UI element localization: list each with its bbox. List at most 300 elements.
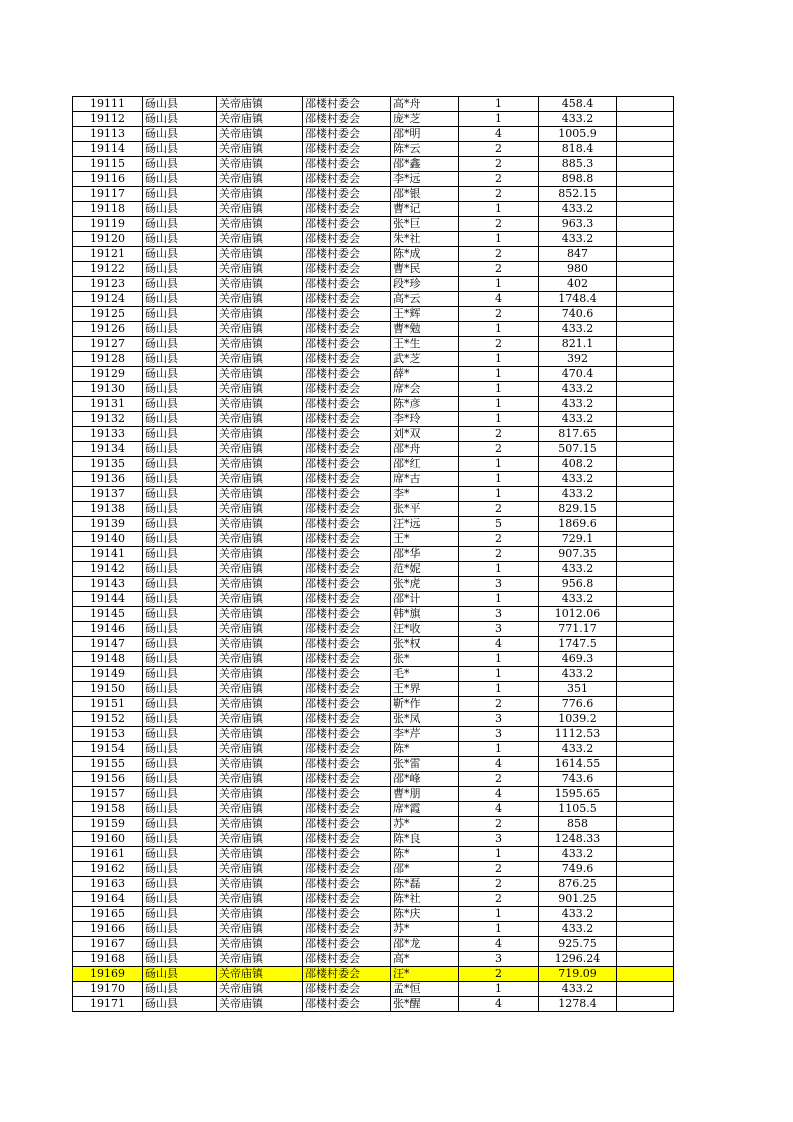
town-cell: 关帝庙镇 (217, 397, 303, 412)
name-cell: 邵*红 (391, 457, 459, 472)
table-row (73, 202, 674, 217)
row-id-cell: 19161 (73, 847, 143, 862)
village-cell: 邵楼村委会 (303, 337, 391, 352)
row-id-cell: 19113 (73, 127, 143, 142)
village-cell: 邵楼村委会 (303, 622, 391, 637)
table-row (73, 937, 674, 952)
town-cell: 关帝庙镇 (217, 247, 303, 262)
row-id-cell: 19159 (73, 817, 143, 832)
row-id-cell: 19137 (73, 487, 143, 502)
row-id-cell: 19127 (73, 337, 143, 352)
county-cell: 砀山县 (143, 307, 217, 322)
row-id-cell: 19167 (73, 937, 143, 952)
village-cell: 邵楼村委会 (303, 742, 391, 757)
table-row (73, 112, 674, 127)
count-cell: 2 (459, 967, 539, 982)
town-cell: 关帝庙镇 (217, 172, 303, 187)
table-row (73, 337, 674, 352)
town-cell: 关帝庙镇 (217, 487, 303, 502)
note-cell (617, 727, 674, 742)
amount-cell: 901.25 (539, 892, 617, 907)
amount-cell: 402 (539, 277, 617, 292)
table-row (73, 682, 674, 697)
note-cell (617, 112, 674, 127)
amount-cell: 858 (539, 817, 617, 832)
county-cell: 砀山县 (143, 382, 217, 397)
village-cell: 邵楼村委会 (303, 517, 391, 532)
count-cell: 1 (459, 982, 539, 997)
name-cell: 段*珍 (391, 277, 459, 292)
note-cell (617, 292, 674, 307)
town-cell: 关帝庙镇 (217, 202, 303, 217)
amount-cell: 847 (539, 247, 617, 262)
row-id-cell: 19131 (73, 397, 143, 412)
note-cell (617, 742, 674, 757)
amount-cell: 433.2 (539, 847, 617, 862)
town-cell: 关帝庙镇 (217, 667, 303, 682)
count-cell: 2 (459, 217, 539, 232)
village-cell: 邵楼村委会 (303, 427, 391, 442)
town-cell: 关帝庙镇 (217, 142, 303, 157)
town-cell: 关帝庙镇 (217, 412, 303, 427)
name-cell: 王*界 (391, 682, 459, 697)
town-cell: 关帝庙镇 (217, 457, 303, 472)
amount-cell: 1748.4 (539, 292, 617, 307)
data-table (72, 96, 674, 1012)
row-id-cell: 19156 (73, 772, 143, 787)
amount-cell: 1005.9 (539, 127, 617, 142)
note-cell (617, 877, 674, 892)
note-cell (617, 802, 674, 817)
name-cell: 刘*双 (391, 427, 459, 442)
county-cell: 砀山县 (143, 577, 217, 592)
table-row (73, 922, 674, 937)
amount-cell: 719.09 (539, 967, 617, 982)
county-cell: 砀山县 (143, 172, 217, 187)
table-row (73, 382, 674, 397)
name-cell: 高*云 (391, 292, 459, 307)
note-cell (617, 127, 674, 142)
name-cell: 邵*峰 (391, 772, 459, 787)
name-cell: 朱*社 (391, 232, 459, 247)
table-row (73, 127, 674, 142)
amount-cell: 885.3 (539, 157, 617, 172)
row-id-cell: 19120 (73, 232, 143, 247)
amount-cell: 980 (539, 262, 617, 277)
name-cell: 陈*云 (391, 142, 459, 157)
county-cell: 砀山县 (143, 802, 217, 817)
village-cell: 邵楼村委会 (303, 202, 391, 217)
town-cell: 关帝庙镇 (217, 937, 303, 952)
name-cell: 张*巨 (391, 217, 459, 232)
note-cell (617, 667, 674, 682)
village-cell: 邵楼村委会 (303, 817, 391, 832)
village-cell: 邵楼村委会 (303, 262, 391, 277)
amount-cell: 351 (539, 682, 617, 697)
town-cell: 关帝庙镇 (217, 472, 303, 487)
table-row (73, 502, 674, 517)
village-cell: 邵楼村委会 (303, 142, 391, 157)
amount-cell: 829.15 (539, 502, 617, 517)
name-cell: 汪* (391, 967, 459, 982)
county-cell: 砀山县 (143, 322, 217, 337)
count-cell: 1 (459, 652, 539, 667)
county-cell: 砀山县 (143, 472, 217, 487)
table-row (73, 772, 674, 787)
note-cell (617, 397, 674, 412)
name-cell: 庞*芝 (391, 112, 459, 127)
note-cell (617, 217, 674, 232)
county-cell: 砀山县 (143, 892, 217, 907)
county-cell: 砀山县 (143, 727, 217, 742)
table-body (73, 97, 674, 1012)
village-cell: 邵楼村委会 (303, 757, 391, 772)
town-cell: 关帝庙镇 (217, 97, 303, 112)
amount-cell: 433.2 (539, 982, 617, 997)
county-cell: 砀山县 (143, 487, 217, 502)
table-row (73, 877, 674, 892)
note-cell (617, 562, 674, 577)
county-cell: 砀山县 (143, 562, 217, 577)
count-cell: 2 (459, 307, 539, 322)
count-cell: 3 (459, 832, 539, 847)
village-cell: 邵楼村委会 (303, 877, 391, 892)
table-row (73, 712, 674, 727)
amount-cell: 1595.65 (539, 787, 617, 802)
count-cell: 4 (459, 802, 539, 817)
county-cell: 砀山县 (143, 877, 217, 892)
town-cell: 关帝庙镇 (217, 517, 303, 532)
name-cell: 高*舟 (391, 97, 459, 112)
row-id-cell: 19123 (73, 277, 143, 292)
amount-cell: 1747.5 (539, 637, 617, 652)
town-cell: 关帝庙镇 (217, 877, 303, 892)
name-cell: 邵*龙 (391, 937, 459, 952)
county-cell: 砀山县 (143, 697, 217, 712)
row-id-cell: 19155 (73, 757, 143, 772)
county-cell: 砀山县 (143, 202, 217, 217)
table-row (73, 517, 674, 532)
row-id-cell: 19145 (73, 607, 143, 622)
table-row (73, 952, 674, 967)
table-row (73, 697, 674, 712)
row-id-cell: 19112 (73, 112, 143, 127)
amount-cell: 470.4 (539, 367, 617, 382)
amount-cell: 821.1 (539, 337, 617, 352)
amount-cell: 433.2 (539, 592, 617, 607)
count-cell: 1 (459, 277, 539, 292)
table-row (73, 847, 674, 862)
table-row (73, 472, 674, 487)
amount-cell: 433.2 (539, 412, 617, 427)
county-cell: 砀山县 (143, 742, 217, 757)
note-cell (617, 787, 674, 802)
row-id-cell: 19129 (73, 367, 143, 382)
table-row (73, 322, 674, 337)
county-cell: 砀山县 (143, 127, 217, 142)
village-cell: 邵楼村委会 (303, 682, 391, 697)
table-row (73, 262, 674, 277)
village-cell: 邵楼村委会 (303, 907, 391, 922)
county-cell: 砀山县 (143, 397, 217, 412)
note-cell (617, 247, 674, 262)
table-row (73, 787, 674, 802)
village-cell: 邵楼村委会 (303, 307, 391, 322)
village-cell: 邵楼村委会 (303, 727, 391, 742)
note-cell (617, 427, 674, 442)
note-cell (617, 697, 674, 712)
table-row (73, 292, 674, 307)
amount-cell: 1012.06 (539, 607, 617, 622)
town-cell: 关帝庙镇 (217, 232, 303, 247)
amount-cell: 433.2 (539, 322, 617, 337)
name-cell: 武*芝 (391, 352, 459, 367)
town-cell: 关帝庙镇 (217, 772, 303, 787)
town-cell: 关帝庙镇 (217, 547, 303, 562)
village-cell: 邵楼村委会 (303, 472, 391, 487)
name-cell: 靳*作 (391, 697, 459, 712)
village-cell: 邵楼村委会 (303, 187, 391, 202)
table-row (73, 577, 674, 592)
county-cell: 砀山县 (143, 112, 217, 127)
town-cell: 关帝庙镇 (217, 652, 303, 667)
note-cell (617, 682, 674, 697)
row-id-cell: 19153 (73, 727, 143, 742)
row-id-cell: 19111 (73, 97, 143, 112)
count-cell: 2 (459, 442, 539, 457)
note-cell (617, 847, 674, 862)
count-cell: 3 (459, 952, 539, 967)
county-cell: 砀山县 (143, 757, 217, 772)
amount-cell: 956.8 (539, 577, 617, 592)
count-cell: 1 (459, 382, 539, 397)
name-cell: 邵*舟 (391, 442, 459, 457)
table-row (73, 217, 674, 232)
county-cell: 砀山县 (143, 277, 217, 292)
town-cell: 关帝庙镇 (217, 967, 303, 982)
row-id-cell: 19121 (73, 247, 143, 262)
town-cell: 关帝庙镇 (217, 562, 303, 577)
town-cell: 关帝庙镇 (217, 187, 303, 202)
count-cell: 1 (459, 562, 539, 577)
note-cell (617, 622, 674, 637)
amount-cell: 433.2 (539, 562, 617, 577)
amount-cell: 433.2 (539, 472, 617, 487)
table-row (73, 547, 674, 562)
village-cell: 邵楼村委会 (303, 652, 391, 667)
note-cell (617, 907, 674, 922)
note-cell (617, 352, 674, 367)
name-cell: 范*妮 (391, 562, 459, 577)
note-cell (617, 487, 674, 502)
count-cell: 2 (459, 337, 539, 352)
count-cell: 4 (459, 937, 539, 952)
table-row (73, 232, 674, 247)
row-id-cell: 19144 (73, 592, 143, 607)
row-id-cell: 19151 (73, 697, 143, 712)
count-cell: 2 (459, 142, 539, 157)
row-id-cell: 19170 (73, 982, 143, 997)
village-cell: 邵楼村委会 (303, 127, 391, 142)
town-cell: 关帝庙镇 (217, 292, 303, 307)
village-cell: 邵楼村委会 (303, 787, 391, 802)
count-cell: 1 (459, 97, 539, 112)
count-cell: 1 (459, 907, 539, 922)
amount-cell: 433.2 (539, 202, 617, 217)
name-cell: 孟*恒 (391, 982, 459, 997)
amount-cell: 1278.4 (539, 997, 617, 1012)
note-cell (617, 262, 674, 277)
count-cell: 2 (459, 547, 539, 562)
town-cell: 关帝庙镇 (217, 787, 303, 802)
count-cell: 2 (459, 862, 539, 877)
name-cell: 王* (391, 532, 459, 547)
town-cell: 关帝庙镇 (217, 757, 303, 772)
table-row (73, 997, 674, 1012)
town-cell: 关帝庙镇 (217, 862, 303, 877)
county-cell: 砀山县 (143, 607, 217, 622)
county-cell: 砀山县 (143, 952, 217, 967)
village-cell: 邵楼村委会 (303, 157, 391, 172)
note-cell (617, 607, 674, 622)
table-row (73, 457, 674, 472)
row-id-cell: 19163 (73, 877, 143, 892)
village-cell: 邵楼村委会 (303, 487, 391, 502)
town-cell: 关帝庙镇 (217, 682, 303, 697)
town-cell: 关帝庙镇 (217, 592, 303, 607)
town-cell: 关帝庙镇 (217, 382, 303, 397)
name-cell: 李*远 (391, 172, 459, 187)
amount-cell: 507.15 (539, 442, 617, 457)
row-id-cell: 19141 (73, 547, 143, 562)
note-cell (617, 712, 674, 727)
town-cell: 关帝庙镇 (217, 982, 303, 997)
amount-cell: 852.15 (539, 187, 617, 202)
county-cell: 砀山县 (143, 787, 217, 802)
count-cell: 1 (459, 742, 539, 757)
count-cell: 2 (459, 772, 539, 787)
table-row (73, 817, 674, 832)
county-cell: 砀山县 (143, 352, 217, 367)
village-cell: 邵楼村委会 (303, 547, 391, 562)
count-cell: 1 (459, 112, 539, 127)
count-cell: 4 (459, 292, 539, 307)
row-id-cell: 19122 (73, 262, 143, 277)
county-cell: 砀山县 (143, 157, 217, 172)
village-cell: 邵楼村委会 (303, 952, 391, 967)
name-cell: 陈*社 (391, 892, 459, 907)
row-id-cell: 19168 (73, 952, 143, 967)
table-row (73, 187, 674, 202)
village-cell: 邵楼村委会 (303, 232, 391, 247)
county-cell: 砀山县 (143, 922, 217, 937)
village-cell: 邵楼村委会 (303, 772, 391, 787)
note-cell (617, 172, 674, 187)
count-cell: 4 (459, 787, 539, 802)
count-cell: 2 (459, 892, 539, 907)
note-cell (617, 937, 674, 952)
count-cell: 2 (459, 817, 539, 832)
town-cell: 关帝庙镇 (217, 367, 303, 382)
village-cell: 邵楼村委会 (303, 172, 391, 187)
village-cell: 邵楼村委会 (303, 502, 391, 517)
table-row (73, 97, 674, 112)
name-cell: 陈*良 (391, 832, 459, 847)
row-id-cell: 19134 (73, 442, 143, 457)
town-cell: 关帝庙镇 (217, 127, 303, 142)
row-id-cell: 19115 (73, 157, 143, 172)
county-cell: 砀山县 (143, 772, 217, 787)
town-cell: 关帝庙镇 (217, 622, 303, 637)
note-cell (617, 412, 674, 427)
name-cell: 张*权 (391, 637, 459, 652)
town-cell: 关帝庙镇 (217, 322, 303, 337)
count-cell: 1 (459, 487, 539, 502)
county-cell: 砀山县 (143, 97, 217, 112)
count-cell: 1 (459, 472, 539, 487)
amount-cell: 1614.55 (539, 757, 617, 772)
note-cell (617, 367, 674, 382)
name-cell: 张* (391, 652, 459, 667)
amount-cell: 392 (539, 352, 617, 367)
row-id-cell: 19117 (73, 187, 143, 202)
count-cell: 3 (459, 577, 539, 592)
county-cell: 砀山县 (143, 292, 217, 307)
county-cell: 砀山县 (143, 457, 217, 472)
amount-cell: 469.3 (539, 652, 617, 667)
row-id-cell: 19119 (73, 217, 143, 232)
county-cell: 砀山县 (143, 832, 217, 847)
name-cell: 陈*成 (391, 247, 459, 262)
row-id-cell: 19138 (73, 502, 143, 517)
name-cell: 汪*远 (391, 517, 459, 532)
row-id-cell: 19149 (73, 667, 143, 682)
name-cell: 陈*庆 (391, 907, 459, 922)
town-cell: 关帝庙镇 (217, 217, 303, 232)
note-cell (617, 592, 674, 607)
county-cell: 砀山县 (143, 592, 217, 607)
village-cell: 邵楼村委会 (303, 277, 391, 292)
amount-cell: 433.2 (539, 667, 617, 682)
note-cell (617, 817, 674, 832)
village-cell: 邵楼村委会 (303, 457, 391, 472)
row-id-cell: 19148 (73, 652, 143, 667)
count-cell: 2 (459, 172, 539, 187)
amount-cell: 771.17 (539, 622, 617, 637)
count-cell: 1 (459, 592, 539, 607)
amount-cell: 1039.2 (539, 712, 617, 727)
amount-cell: 740.6 (539, 307, 617, 322)
row-id-cell: 19136 (73, 472, 143, 487)
village-cell: 邵楼村委会 (303, 892, 391, 907)
count-cell: 3 (459, 622, 539, 637)
county-cell: 砀山县 (143, 622, 217, 637)
town-cell: 关帝庙镇 (217, 352, 303, 367)
row-id-cell: 19171 (73, 997, 143, 1012)
county-cell: 砀山县 (143, 817, 217, 832)
row-id-cell: 19150 (73, 682, 143, 697)
note-cell (617, 337, 674, 352)
note-cell (617, 187, 674, 202)
name-cell: 张*雷 (391, 757, 459, 772)
name-cell: 席*会 (391, 382, 459, 397)
note-cell (617, 547, 674, 562)
count-cell: 2 (459, 502, 539, 517)
county-cell: 砀山县 (143, 712, 217, 727)
town-cell: 关帝庙镇 (217, 157, 303, 172)
table-row (73, 652, 674, 667)
row-id-cell: 19128 (73, 352, 143, 367)
